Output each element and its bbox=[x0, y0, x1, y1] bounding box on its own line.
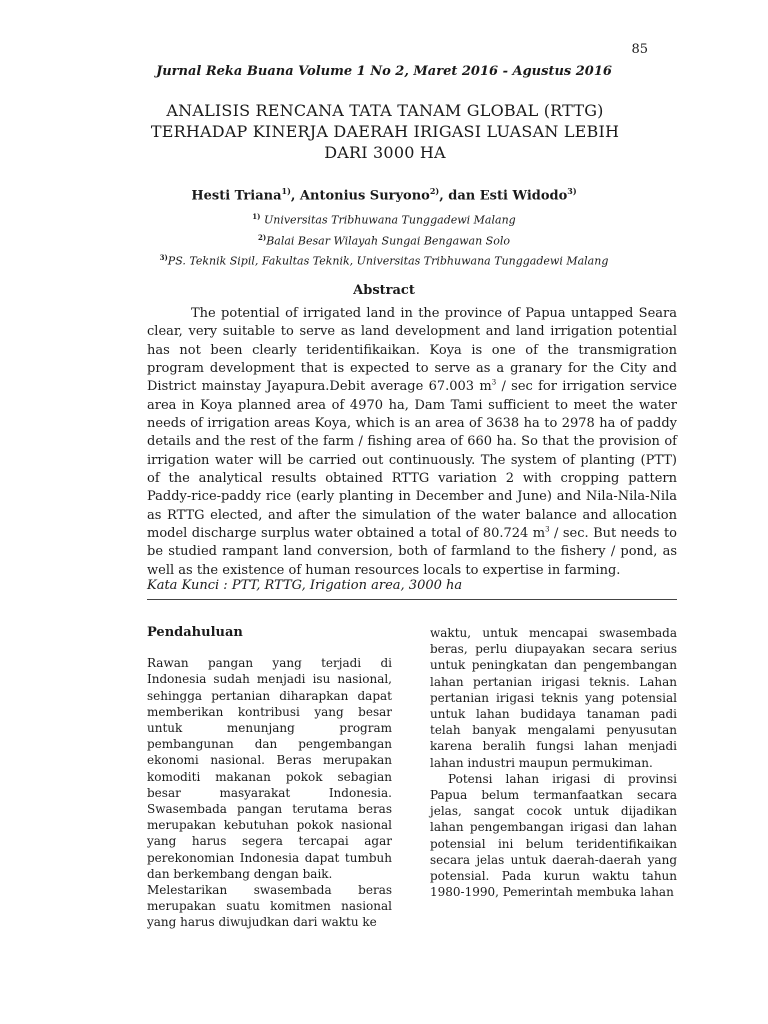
affiliation-mark: 1) bbox=[281, 186, 291, 196]
keywords: Kata Kunci : PTT, RTTG, Irigation area, 3000 ha bbox=[147, 578, 463, 593]
right-column bbox=[430, 625, 677, 900]
affiliation-mark: 2) bbox=[429, 186, 440, 196]
divider bbox=[147, 599, 677, 600]
journal-header: Jurnal Reka Buana Volume 1 No 2, Maret 2016 - Agustus 2016 bbox=[156, 64, 612, 79]
affiliation-line bbox=[0, 229, 768, 250]
author-name: , Antonius Suryono bbox=[290, 188, 430, 204]
author-name: , dan Esti Widodo bbox=[439, 188, 568, 204]
paragraph: Melestarikan swasembada beras merupakan suatu komitmen nasional yang harus diwujudkan dari waktu ke bbox=[147, 883, 392, 930]
author-line bbox=[0, 186, 768, 203]
affiliation-mark: 3) bbox=[159, 253, 168, 263]
affiliation-text: PS. Teknik Sipil, Fakultas Teknik, Universitas Tribhuwana Tunggadewi Malang bbox=[167, 254, 609, 268]
affiliation-line bbox=[0, 249, 768, 270]
affiliation-line bbox=[0, 208, 768, 229]
superscript: 3 bbox=[545, 525, 550, 534]
section-heading: Pendahuluan bbox=[147, 625, 243, 640]
superscript: 3 bbox=[491, 379, 497, 388]
affiliation-text: Universitas Tribhuwana Tunggadewi Malang bbox=[260, 213, 516, 227]
page-number: 85 bbox=[631, 42, 648, 57]
affiliation-text: Balai Besar Wilayah Sungai Bengawan Solo bbox=[266, 234, 510, 248]
abstract-text bbox=[147, 305, 677, 580]
abstract-part: / sec. But needs to be studied rampant land conversion, both of farmland to the fishery / pond, as well as the existence of human resources locals to expertise in farming. bbox=[147, 526, 677, 578]
abstract-part: / sec for irrigation service area in Koya planned area of 4970 ha, Dam Tami sufficient to meet the water needs of irrigation areas Koya, which is an area of 3638 ha to 2978 ha of paddy details and the rest of the farm / fishing area of 660 ha. So that the provision of irrigation water will be carried out continuously. The system of planting (PTT) of the analytical results obtained RTTG variation 2 with cropping pattern Paddy-rice-paddy rice (early planting in December and June) and Nila-Nila-Nila as RTTG elected, and after the simulation of the water balance and allocation model discharge surplus water obtained a total of 80.724 m bbox=[147, 379, 677, 542]
abstract-part: The potential of irrigated land in the province of Papua untapped Seara clear, very suitable to serve as land development and land irrigation potential has not been clearly teridentifikaikan. Koya is one of the transmigration program development that is expected to serve as a granary for the City and District mainstay Jayapura.Debit average 67.003 m bbox=[147, 306, 677, 395]
paper-title: ANALISIS RENCANA TATA TANAM GLOBAL (RTTG) TERHADAP KINERJA DAERAH IRIGASI LUASAN LEBIH DARI 3000 HA bbox=[150, 101, 620, 162]
affiliation-mark: 3) bbox=[567, 186, 577, 196]
paragraph: Rawan pangan yang terjadi di Indonesia sudah menjadi isu nasional, sehingga pertanian diharapkan dapat memberikan kontribusi yang besar untuk menunjang program pembangunan dan pengembangan ekonomi nasional. Beras merupakan komoditi makanan pokok sebagian besar masyarakat Indonesia. Swasembada pangan terutama beras merupakan kebutuhan pokok nasional yang harus segera tercapai agar perekonomian Indonesia dapat tumbuh dan berkembang dengan baik. bbox=[147, 656, 392, 881]
paragraph: Potensi lahan irigasi di provinsi Papua belum termanfaatkan secara jelas, sangat cocok untuk dijadikan lahan pengembangan irigasi dan lahan potensial ini belum teridentifikaikan secara jelas untuk daerah-daerah yang potensial. Pada kurun waktu tahun 1980-1990, Pemerintah membuka lahan bbox=[430, 771, 677, 900]
affiliation-mark: 1) bbox=[252, 212, 261, 221]
left-column bbox=[147, 625, 392, 931]
paragraph: waktu, untuk mencapai swasembada beras, perlu diupayakan secara serius untuk peningkatan dan pengembangan lahan pertanian irigasi teknis. Lahan pertanian irigasi teknis yang potensial untuk lahan budidaya tanaman padi telah banyak mengalami penyusutan karena beralih fungsi lahan menjadi lahan industri maupun permukiman. bbox=[430, 626, 677, 770]
abstract-heading: Abstract bbox=[353, 283, 415, 298]
author-name: Hesti Triana bbox=[191, 188, 282, 204]
affiliations bbox=[0, 208, 768, 270]
affiliation-mark: 2) bbox=[258, 232, 267, 242]
